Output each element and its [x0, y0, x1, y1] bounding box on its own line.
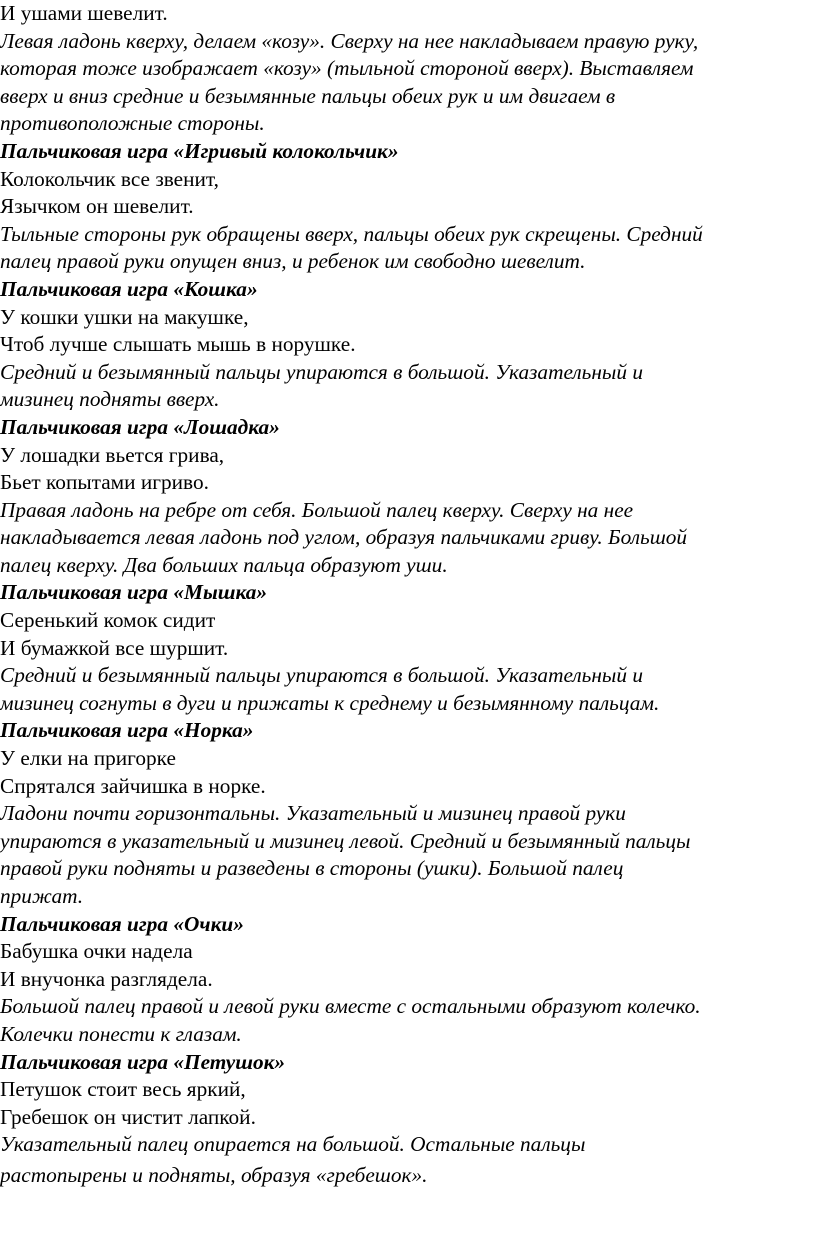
instruction-line: упираются в указательный и мизинец левой. Средний и безымянный пальцы [0, 828, 691, 853]
game-heading: Пальчиковая игра «Мышка» [0, 580, 268, 605]
instruction-line: Указательный палец опирается на большой. Остальные пальцы [0, 1132, 586, 1157]
verse-line: И бумажкой все шуршит. [0, 635, 229, 660]
instruction-line: правой руки подняты и разведены в стороны (ушки). Большой палец [0, 856, 624, 881]
verse-line: Бабушка очки надела [0, 939, 193, 964]
instruction-line: растопырены и подняты, образуя «гребешок». [0, 1162, 428, 1187]
verse-line: Язычком он шевелит. [0, 194, 194, 219]
verse-line: У елки на пригорке [0, 746, 176, 771]
instruction-line: вверх и вниз средние и безымянные пальцы обеих рук и им двигаем в [0, 83, 616, 108]
verse-line: И ушами шевелит. [0, 1, 168, 25]
instruction-line: Колечки понести к глазам. [0, 1021, 242, 1046]
verse-line: Чтоб лучше слышать мышь в норушке. [0, 332, 356, 357]
instruction-line: которая тоже изображает «козу» (тыльной стороной вверх). Выставляем [0, 56, 694, 81]
instruction-line: Средний и безымянный пальцы упираются в большой. Указательный и [0, 663, 643, 688]
instruction-line: мизинец подняты вверх. [0, 387, 220, 412]
instruction-line: палец правой руки опущен вниз, и ребенок им свободно шевелит. [0, 249, 586, 274]
game-heading: Пальчиковая игра «Петушок» [0, 1049, 286, 1074]
verse-line: Гребешок он чистит лапкой. [0, 1104, 256, 1129]
game-heading: Пальчиковая игра «Кошка» [0, 276, 258, 301]
verse-line: И внучонка разглядела. [0, 966, 213, 991]
verse-line: Серенький комок сидит [0, 608, 216, 633]
instruction-line: Правая ладонь на ребре от себя. Большой палец кверху. Сверху на нее [0, 497, 634, 522]
game-heading: Пальчиковая игра «Норка» [0, 718, 254, 743]
game-heading: Пальчиковая игра «Лошадка» [0, 414, 280, 439]
verse-line: Петушок стоит весь яркий, [0, 1077, 246, 1102]
game-heading: Пальчиковая игра «Очки» [0, 911, 244, 936]
instruction-line: накладывается левая ладонь под углом, образуя пальчиками гриву. Большой [0, 525, 688, 550]
verse-line: Колокольчик все звенит, [0, 166, 219, 191]
verse-line: У кошки ушки на макушке, [0, 304, 249, 329]
verse-line: Бьет копытами игриво. [0, 470, 209, 495]
instruction-line: противоположные стороны. [0, 111, 265, 136]
instruction-line: прижат. [0, 884, 84, 908]
instruction-line: Большой палец правой и левой руки вместе с остальными образуют колечко. [0, 994, 701, 1019]
instruction-line: палец кверху. Два больших пальца образуют уши. [0, 552, 448, 577]
instruction-line: Ладони почти горизонтальны. Указательный и мизинец правой руки [0, 801, 626, 826]
game-heading: Пальчиковая игра «Игривый колокольчик» [0, 138, 399, 163]
instruction-line: Средний и безымянный пальцы упираются в большой. Указательный и [0, 359, 643, 384]
verse-line: У лошадки вьется грива, [0, 442, 225, 467]
verse-line: Спрятался зайчишка в норке. [0, 773, 266, 798]
instruction-line: мизинец согнуты в дуги и прижаты к среднему и безымянному пальцам. [0, 690, 660, 715]
instruction-line: Левая ладонь кверху, делаем «козу». Сверху на нее накладываем правую руку, [0, 28, 699, 53]
instruction-line: Тыльные стороны рук обращены вверх, пальцы обеих рук скрещены. Средний [0, 221, 703, 246]
